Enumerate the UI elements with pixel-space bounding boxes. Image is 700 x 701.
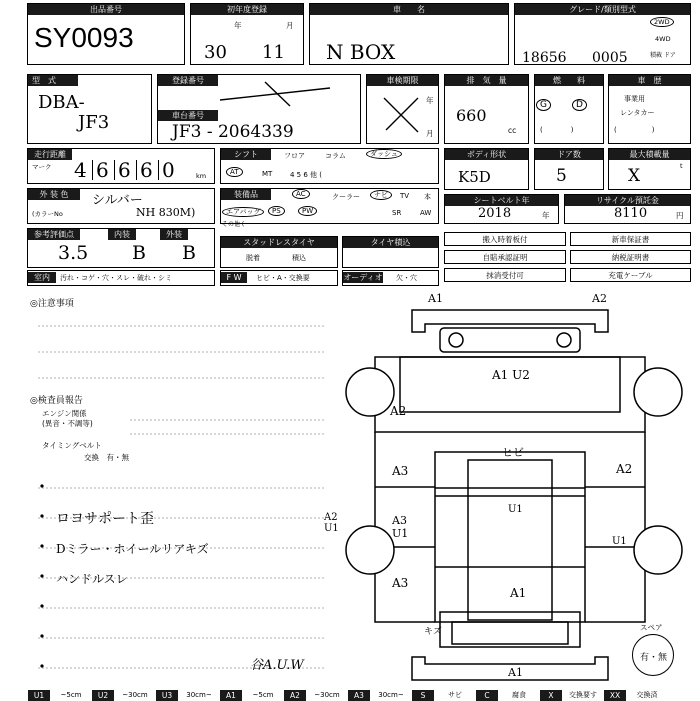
drive-2wd: 2WD — [650, 18, 674, 26]
mark-top-right: A2 — [592, 292, 607, 305]
disp-label: 排 気 量 — [445, 75, 528, 86]
mark-left-door: A3 U1 — [392, 514, 409, 540]
studless-label: スタッドレスタイヤ — [221, 237, 337, 248]
legend-code: C — [476, 690, 498, 701]
belt-label: シートベルト年 — [445, 195, 558, 206]
first-reg-month: 11 — [262, 42, 285, 63]
fw-label: F W — [221, 272, 247, 283]
legend-code: X — [540, 690, 562, 701]
btn-carry-plate[interactable]: 搬入時着板付 — [444, 232, 566, 246]
caution-lines — [30, 300, 330, 390]
legend-code: U3 — [156, 690, 178, 701]
first-reg-label: 初年度登録 — [191, 4, 303, 15]
legend-desc: 30cm~ — [186, 691, 212, 699]
signature: 谷A.U.W — [250, 658, 304, 673]
history-label: 車 歴 — [609, 75, 690, 86]
inspect-label: 車検期限 — [367, 75, 438, 86]
car-diagram — [340, 292, 690, 687]
caution-label: ◎注意事項 — [30, 299, 74, 309]
btn-cancel[interactable]: 抹消受付可 — [444, 268, 566, 282]
btn-tax[interactable]: 納税証明書 — [570, 250, 691, 264]
shift-mt: MT — [262, 170, 273, 178]
equip-ps: PS — [268, 207, 285, 215]
mileage-separator — [136, 160, 137, 180]
tire-label: タイヤ積込 — [343, 237, 438, 248]
inspect-year-unit: 年 — [426, 96, 434, 105]
legend-code: S — [412, 690, 434, 701]
door-label: ドア数 — [535, 149, 603, 160]
first-reg-year-unit: 年 — [234, 21, 242, 30]
legend-desc: ~5cm — [252, 691, 274, 699]
mark-rear-center: A1 — [510, 586, 527, 600]
grade-value1: 18656 — [522, 50, 567, 66]
door-value: 5 — [556, 166, 567, 186]
shift-at: AT — [226, 168, 243, 176]
room-label: 室内 — [28, 272, 56, 283]
inspect-strike — [380, 92, 424, 136]
note-line-2: Dミラー・ホイールリアキズ — [56, 542, 209, 556]
mark-bottom-center: A1 — [508, 666, 523, 679]
mileage-label: 走行距離 — [28, 149, 72, 160]
chassis-label: 車台番号 — [158, 110, 218, 121]
disp-value: 660 — [456, 106, 487, 125]
reg-no-label: 登録番号 — [158, 75, 218, 86]
fuel-other: ( ) — [540, 126, 574, 134]
color-value: シルバー — [92, 193, 143, 208]
legend-desc: 交換要す — [569, 691, 597, 699]
legend-desc: 腐食 — [512, 691, 526, 699]
mark-left-side: A2 U1 — [324, 512, 339, 534]
mark-bonnet: ヒビ — [502, 446, 524, 459]
shift-nums: 4 5 6 他 ( — [290, 171, 322, 179]
history-other: ( ) — [614, 126, 655, 134]
mileage-digit: 4 — [74, 158, 87, 182]
recycle-value: 8110 — [614, 206, 648, 221]
mileage-digit: 6 — [96, 158, 109, 182]
legend-desc: サビ — [448, 691, 462, 699]
spare-value: 有・無 — [640, 653, 668, 663]
mileage-digit: 6 — [118, 158, 131, 182]
equip-cooler: クーラー — [332, 193, 360, 201]
lot-number: SY0093 — [34, 22, 134, 53]
belt-value: 2018 — [478, 206, 512, 221]
body-label: ボディ形状 — [445, 149, 528, 160]
btn-charge-cable[interactable]: 充電ケーブル — [570, 268, 691, 282]
grade-label: グレード/類別型式 — [515, 4, 690, 15]
btn-warranty[interactable]: 新車保証書 — [570, 232, 691, 246]
mark-left-mid: A3 — [392, 464, 409, 478]
first-reg-month-unit: 月 — [286, 21, 294, 30]
mileage-digit: 0 — [162, 158, 175, 182]
fuel-d: D — [572, 100, 587, 110]
mark-right-front: A2 — [616, 462, 633, 476]
legend-desc: ~30cm — [122, 691, 148, 699]
mileage-unit: km — [196, 172, 207, 180]
studless-load: 積込 — [292, 254, 306, 262]
score-value: 3.5 — [58, 242, 89, 264]
inspector-label: ◎検査員報告 — [30, 396, 83, 406]
mark-rear-left: キズ — [424, 627, 442, 637]
timing-label: タイミングベルト — [42, 441, 102, 450]
legend-code: A3 — [348, 690, 370, 701]
mark-top-left: A1 — [428, 292, 443, 305]
color-code-value: NH 830M) — [136, 206, 196, 219]
btn-liability[interactable]: 自賠承認証明 — [444, 250, 566, 264]
exterior-value: B — [182, 242, 196, 264]
room-opts: 汚れ・コゲ・穴・スレ・破れ・シミ — [60, 274, 172, 282]
lot-label: 出品番号 — [28, 4, 184, 15]
drive-other: 積載 ドア — [650, 52, 676, 59]
equip-airbag: エアバッグ — [222, 207, 264, 217]
mileage-sub: マーク — [32, 163, 52, 171]
legend-code: A1 — [220, 690, 242, 701]
disp-unit: cc — [508, 126, 517, 135]
equip-tv: TV — [400, 192, 410, 200]
cap-label: 最大積載量 — [609, 149, 690, 160]
studless-detach: 脱着 — [246, 254, 260, 262]
name-label: 車 名 — [310, 4, 508, 15]
first-reg-year: 30 — [204, 42, 227, 63]
equip-ac: AC — [292, 190, 310, 198]
interior-label: 内装 — [108, 229, 136, 240]
legend-code: A2 — [284, 690, 306, 701]
equip-sr: SR — [392, 209, 402, 217]
drive-4wd: 4WD — [655, 35, 671, 43]
history-opt2: レンタカー — [620, 109, 655, 117]
recycle-unit: 円 — [676, 211, 684, 220]
cap-unit: t — [680, 162, 683, 170]
equip-book: 本 — [424, 193, 431, 201]
reg-no-strike — [210, 78, 340, 108]
mark-left-front: A2 — [390, 404, 407, 418]
mileage-separator — [158, 160, 159, 180]
note-line-3: ハンドルスレ — [56, 572, 128, 586]
model-value1: DBA- — [38, 92, 85, 113]
audio-opts: 欠・穴 — [396, 274, 417, 282]
spare-label: スペア — [640, 623, 663, 632]
legend-code: U1 — [28, 690, 50, 701]
mileage-separator — [92, 160, 93, 180]
recycle-label: リサイクル預託金 — [565, 195, 690, 206]
shift-floor: フロア — [284, 152, 305, 160]
color-code-label: (カラーNo — [32, 210, 63, 218]
shift-dash: ダッシュ — [366, 149, 402, 159]
interior-value: B — [132, 242, 146, 264]
note-line-1: ロヨサポート歪 — [56, 511, 154, 527]
mark-left-rear: A3 — [392, 576, 409, 590]
legend-desc: 30cm~ — [378, 691, 404, 699]
shift-label: シフト — [221, 149, 271, 160]
equip-aw: AW — [420, 209, 432, 217]
fuel-label: 燃 料 — [535, 75, 603, 86]
legend-desc: ~5cm — [60, 691, 82, 699]
shift-column: コラム — [325, 152, 346, 160]
grade-value2: 0005 — [592, 50, 628, 66]
mileage-digit: 6 — [140, 158, 153, 182]
mark-center: U1 — [508, 504, 523, 515]
fuel-g: G — [536, 100, 551, 110]
audio-label: オーディオ — [343, 273, 383, 282]
legend-desc: 交換済 — [636, 691, 658, 699]
legend-desc: ~30cm — [314, 691, 340, 699]
model-value2: JF3 — [78, 112, 110, 133]
engine-label: エンジン関係 — [42, 409, 87, 418]
car-name: N BOX — [326, 40, 396, 64]
timing-exchange: 交換 有・無 — [84, 453, 129, 462]
mark-right-rear: U1 — [612, 536, 627, 547]
chassis-value: JF3 - 2064339 — [172, 122, 294, 142]
equip-pw: PW — [298, 207, 317, 215]
mark-roof: A1 U2 — [492, 368, 530, 382]
cap-value: X — [628, 166, 641, 186]
equip-other: その他 ( — [222, 221, 245, 228]
mileage-separator — [114, 160, 115, 180]
history-opt1: 事業用 — [624, 95, 645, 103]
fw-opts: ヒビ・A・交換要 — [256, 274, 310, 282]
inspect-month-unit: 月 — [426, 129, 434, 138]
legend-code: XX — [604, 690, 626, 701]
legend-code: U2 — [92, 690, 114, 701]
score-label: 参考評価点 — [28, 229, 80, 240]
equip-label: 装備品 — [221, 189, 271, 200]
belt-unit: 年 — [542, 211, 550, 220]
exterior-label: 外装 — [160, 229, 188, 240]
color-label: 外 装 色 — [28, 189, 80, 200]
model-label: 型 式 — [28, 75, 78, 86]
engine-sub: (異音・不調等) — [42, 419, 93, 428]
body-value: K5D — [458, 168, 491, 186]
equip-navi: ナビ — [370, 190, 392, 200]
